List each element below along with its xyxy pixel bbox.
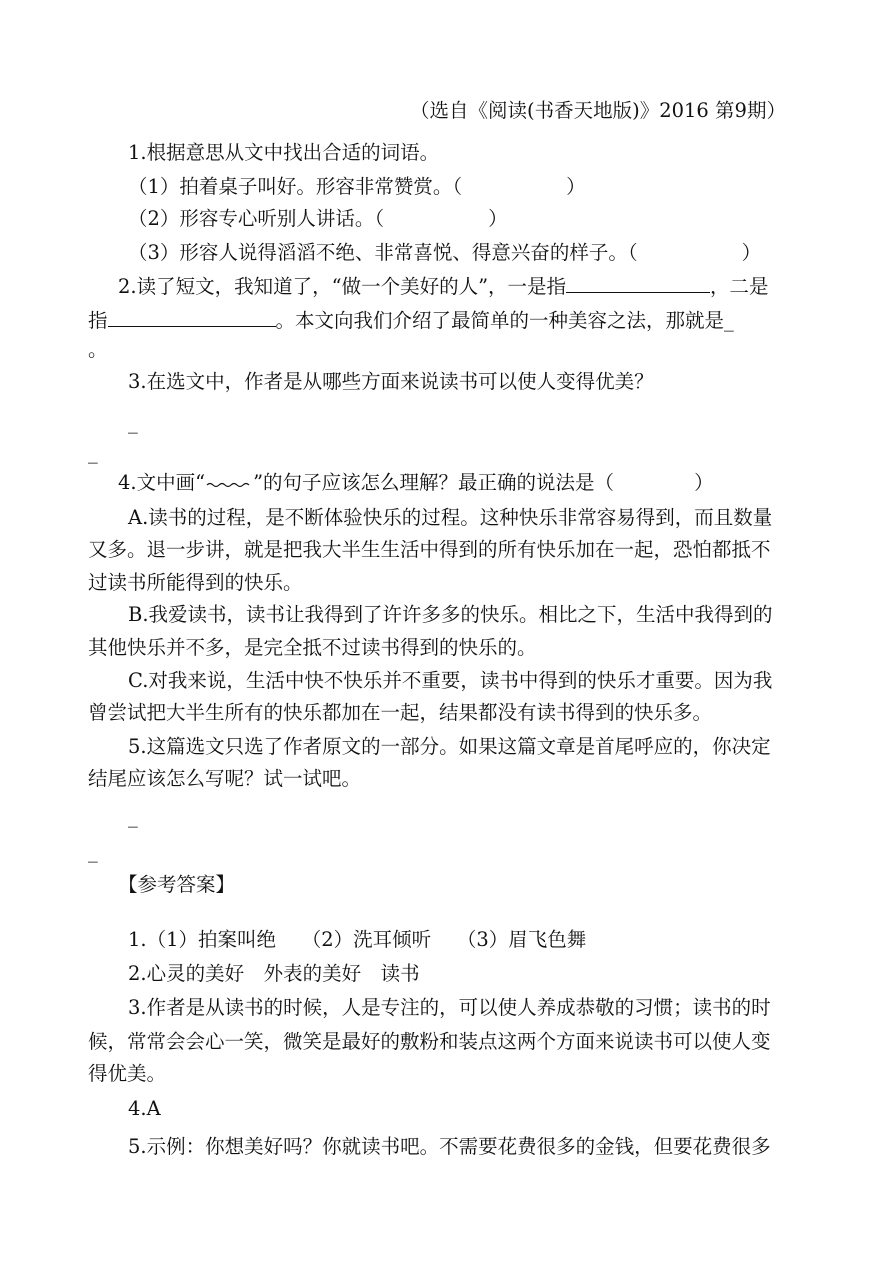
answer-3-line-1: 3.作者是从读书的时候，人是专注的，可以使人养成恭敬的习惯；读书的时 [128,996,771,1019]
q1-item-3 [128,241,761,265]
q2-line-2 [88,308,734,333]
q2-blank-2 [108,308,276,327]
answer-3-line-3: 得优美。 [88,1062,167,1085]
q1-item-1-text: （1）拍着桌子叫好。形容非常赞赏。（ [128,175,463,198]
q5-line-1: 5.这篇选文只选了作者原文的一部分。如果这篇文章是首尾呼应的，你决定 [128,735,771,758]
q2-line-3: 。 [88,338,108,361]
answer-1: 1.（1）拍案叫绝 （2）洗耳倾听 （3）眉飞色舞 [128,928,587,951]
q1-item-2 [128,207,508,231]
q4-option-a-1: A.读书的过程，是不断体验快乐的过程。这种快乐非常容易得到，而且数量 [128,506,773,529]
q1-item-3-text: （3）形容人说得滔滔不绝、非常喜悦、得意兴奋的样子。（ [128,241,638,264]
q2-blank-1 [566,274,710,293]
q4-option-a-3: 过读书所能得到的快乐。 [88,571,303,594]
q5-answer-line-1: _ [128,805,138,828]
q1-item-3-close: ） [741,241,762,264]
q2-line-1 [118,274,769,299]
q2-text-e: _ [724,309,734,332]
q1-item-2-close: ） [488,207,508,230]
q4-option-b-1: B.我爱读书，读书让我得到了许许多多的快乐。相比之下，生活中我得到的 [128,603,773,626]
q4-option-c-1: C.对我来说，生活中快不快乐并不重要，读书中得到的快乐才重要。因为我 [128,669,773,692]
wavy-underline-icon [205,469,253,489]
q5-line-2: 结尾应该怎么写呢？试一试吧。 [88,767,362,790]
q4-text-a: 4.文中画“ [118,471,206,494]
source-citation: （选自《阅读(书香天地版)》2016 第9期） [410,99,786,122]
answer-4: 4.A [128,1097,161,1120]
q1-item-1 [128,175,586,199]
q4-option-b-2: 其他快乐并不多，是完全抵不过读书得到的快乐的。 [88,636,537,659]
q4-title [118,469,714,495]
answer-2: 2.心灵的美好 外表的美好 读书 [128,962,420,985]
q2-text-d: 。本文向我们介绍了最简单的一种美容之法，那就是 [275,309,725,332]
q4-option-a-2: 又多。退一步讲，就是把我大半生生活中得到的所有快乐加在一起，恐怕都抵不 [88,538,771,561]
q2-text-b: ，二是 [710,275,769,298]
answer-3-line-2: 候，常常会会心一笑，微笑是最好的敷粉和装点这两个方面来说读书可以使人变 [88,1030,771,1053]
q5-answer-line-2: _ [88,840,98,863]
q4-text-b: ”的句子应该怎么理解？最正确的说法是（ [253,471,615,494]
answers-heading: 【参考答案】 [118,873,236,896]
q4-text-c: ） [694,471,714,494]
q3-answer-line-2: _ [88,441,98,464]
q1-title: 1.根据意思从文中找出合适的词语。 [128,141,440,164]
q2-text-c: 指 [88,309,108,332]
q1-item-2-text: （2）形容专心听别人讲话。（ [128,207,385,230]
q3-title: 3.在选文中，作者是从哪些方面来说读书可以使人变得优美？ [128,370,654,393]
q1-item-1-close: ） [566,175,586,198]
q3-answer-line-1: _ [128,411,138,434]
q4-option-c-2: 曾尝试把大半生所有的快乐都加在一起，结果都没有读书得到的快乐多。 [88,701,713,724]
q2-text-a: 2.读了短文，我知道了，“做一个美好的人”，一是指 [118,275,567,298]
answer-5: 5.示例：你想美好吗？你就读书吧。不需要花费很多的金钱，但要花费很多 [128,1135,771,1158]
